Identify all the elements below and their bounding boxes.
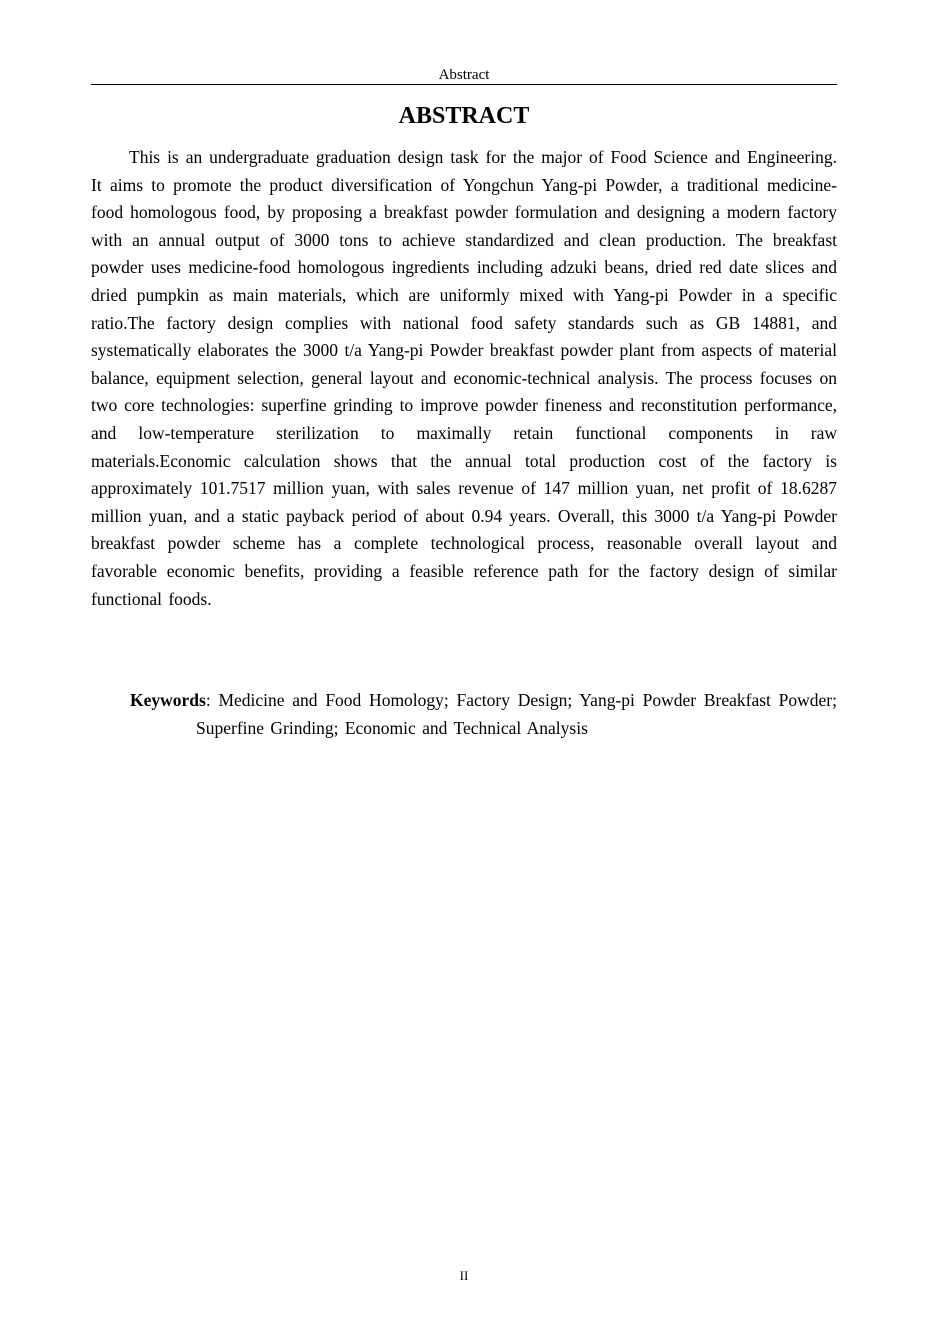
keywords-label: Keywords: [130, 690, 206, 710]
abstract-body: This is an undergraduate graduation design task for the major of Food Science and Engineering. It aims to promote the product diversification of Yongchun Yang-pi Powder, a traditional medicine-food homologous food, by proposing a breakfast powder formulation and designing a modern factory with an annual output of 3000 tons to achieve standardized and clean production. The breakfast powder uses medicine-food homologous ingredients including adzuki beans, dried red date slices and dried pumpkin as main materials, which are uniformly mixed with Yang-pi Powder in a specific ratio.The factory design complies with national food safety standards such as GB 14881, and systematically elaborates the 3000 t/a Yang-pi Powder breakfast powder plant from aspects of material balance, equipment selection, general layout and economic-technical analysis. The process focuses on two core technologies: superfine grinding to improve powder fineness and reconstitution performance, and low-temperature sterilization to maximally retain functional components in raw materials.Economic calculation shows that the annual total production cost of the factory is approximately 101.7517 million yuan, with sales revenue of 147 million yuan, net profit of 18.6287 million yuan, and a static payback period of about 0.94 years. Overall, this 3000 t/a Yang-pi Powder breakfast powder scheme has a complete technological process, reasonable overall layout and favorable economic benefits, providing a feasible reference path for the factory design of similar functional foods.: [91, 147, 837, 609]
keywords-separator: :: [205, 690, 219, 710]
page-title: ABSTRACT: [398, 103, 530, 129]
keywords-text: Medicine and Food Homology; Factory Design; Yang-pi Powder Breakfast Powder; Superfine Grinding; Economic and Technical Analysis: [196, 690, 837, 738]
keywords-paragraph: [91, 686, 837, 742]
page-number: II: [459, 1268, 469, 1283]
running-header: Abstract: [438, 67, 490, 83]
header-rule: [91, 84, 837, 85]
